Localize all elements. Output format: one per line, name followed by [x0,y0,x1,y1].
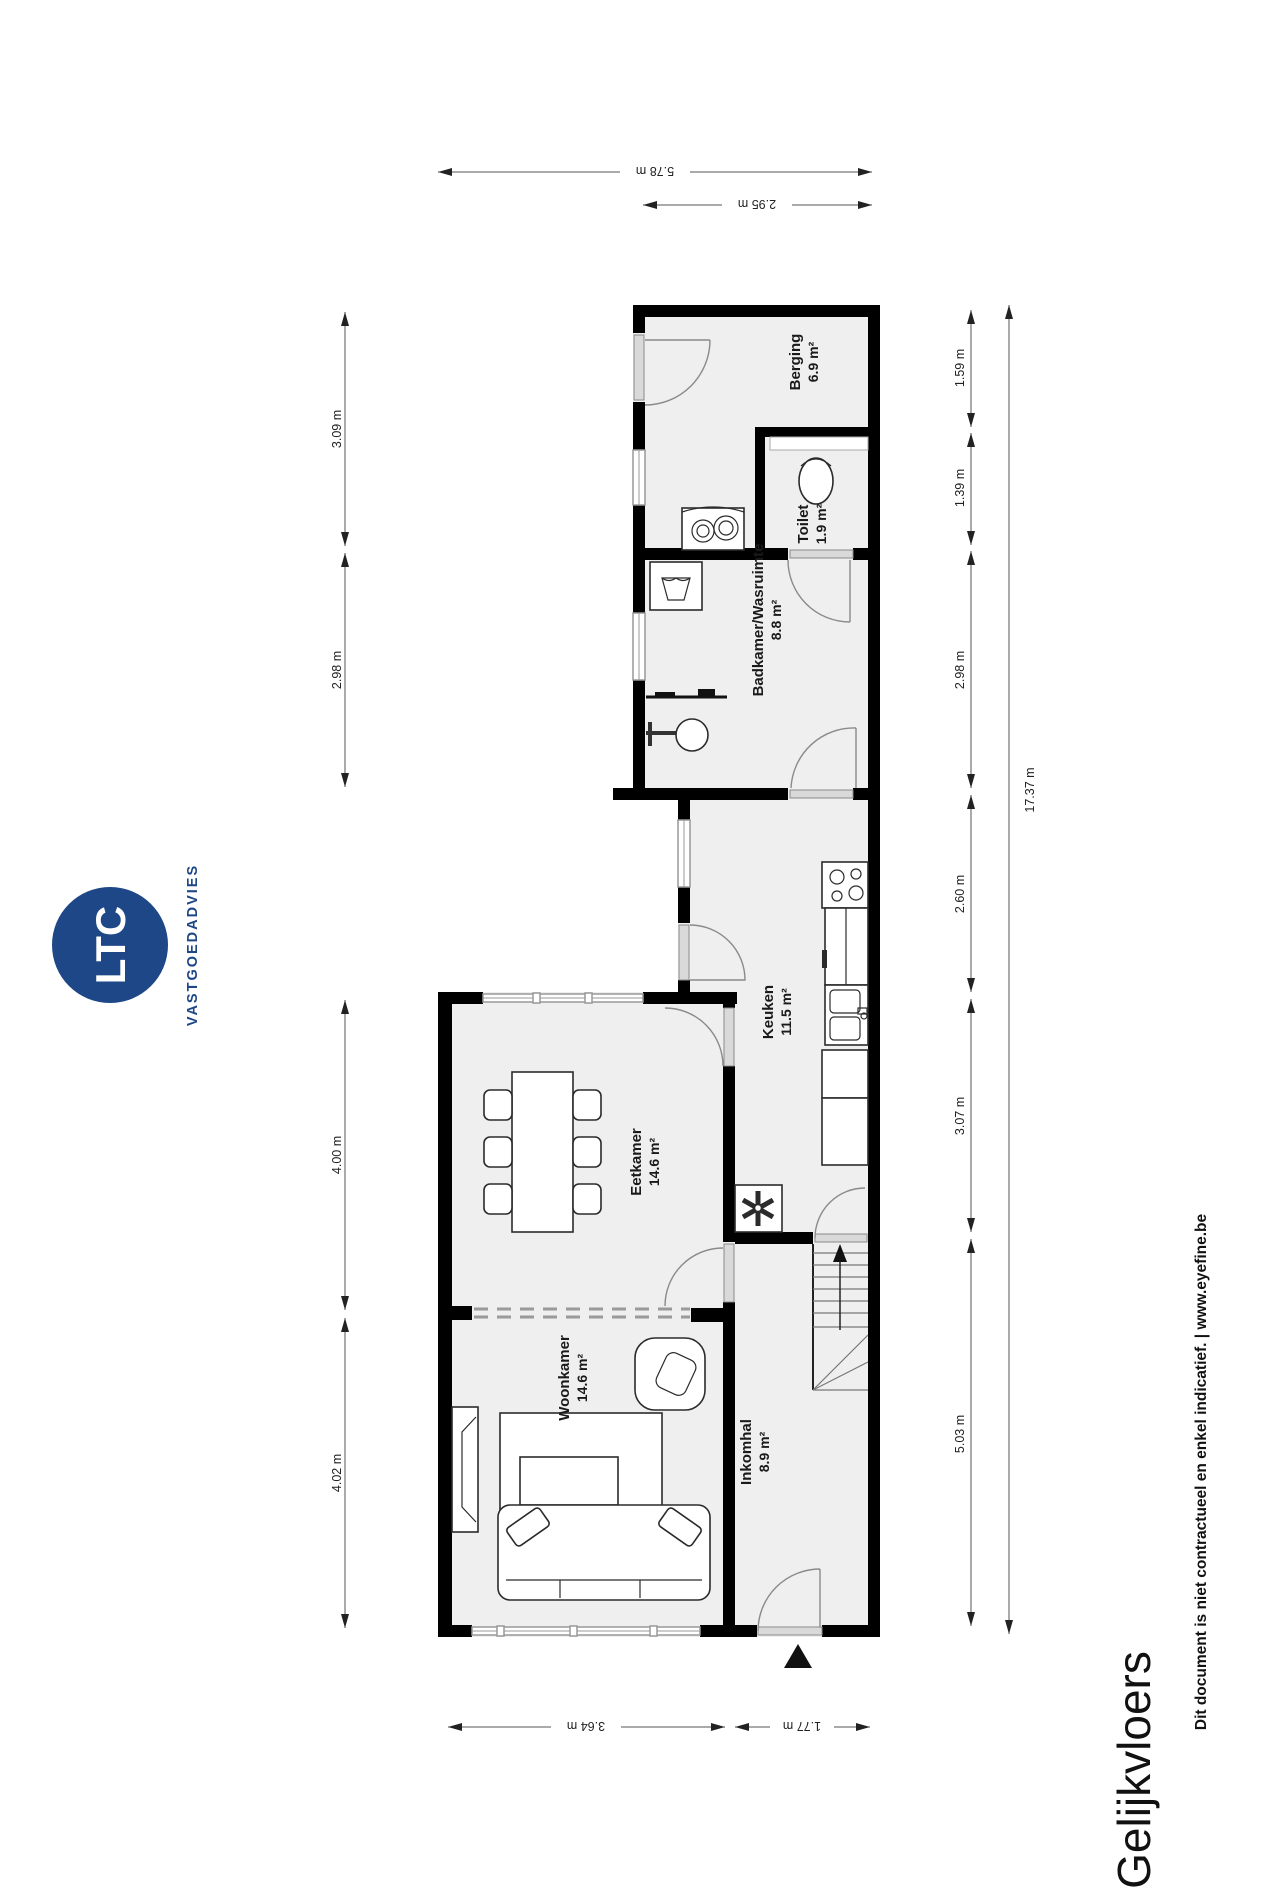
svg-text:Eetkamer: Eetkamer [628,1128,645,1196]
svg-text:2.60 m: 2.60 m [953,874,967,914]
window-eetkamer-top [483,993,643,1003]
company-logo [52,864,201,1026]
svg-text:8.8 m²: 8.8 m² [768,599,784,641]
logo-abbr: LTC [87,905,134,985]
svg-text:8.9 m²: 8.9 m² [756,1431,772,1473]
dim-bottom-2 [735,1715,870,1737]
svg-text:1.77 m: 1.77 m [782,1719,822,1733]
dim-top-2 [643,193,872,215]
svg-text:5.78 m: 5.78 m [635,164,675,178]
toilet-niche [770,437,868,450]
logo-name: VASTGOEDADVIES [185,863,201,1027]
svg-text:2.98 m: 2.98 m [330,650,344,690]
toilet-icon [799,458,833,504]
entrance-arrow-icon [784,1644,812,1668]
svg-text:1.59 m: 1.59 m [953,348,967,388]
kitchen-cabinets [822,1050,868,1165]
svg-text:3.64 m: 3.64 m [566,1719,606,1733]
svg-text:Inkomhal: Inkomhal [738,1419,755,1485]
svg-text:3.09 m: 3.09 m [330,409,344,449]
svg-text:14.6 m²: 14.6 m² [646,1137,662,1187]
svg-text:2.95 m: 2.95 m [737,197,777,211]
svg-text:2.98 m: 2.98 m [953,650,967,690]
dim-right-6 [953,1239,975,1626]
svg-text:Badkamer/Wasruimte: Badkamer/Wasruimte [750,543,767,697]
svg-text:5.03 m: 5.03 m [953,1414,967,1454]
svg-text:11.5 m²: 11.5 m² [778,988,794,1036]
dim-top-1 [438,160,872,182]
armchair-icon [635,1338,705,1410]
svg-text:1.39 m: 1.39 m [953,468,967,508]
fan-unit-icon [735,1185,782,1232]
svg-text:17.37 m: 17.37 m [1023,767,1037,813]
stove-icon [822,862,868,908]
dim-total-height [1005,305,1037,1634]
svg-text:4.02 m: 4.02 m [330,1453,344,1493]
svg-text:14.6 m²: 14.6 m² [574,1353,590,1403]
coffee-table-icon [500,1413,662,1520]
svg-text:Woonkamer: Woonkamer [556,1335,573,1421]
dim-left-1 [330,312,349,546]
kitchen-sink-icon [825,985,868,1045]
svg-text:1.9 m²: 1.9 m² [813,503,829,545]
washing-machine-icon [650,562,702,610]
svg-text:3.07 m: 3.07 m [953,1096,967,1136]
dim-left-2 [330,553,349,787]
dim-right-1 [953,310,975,427]
svg-text:6.9 m²: 6.9 m² [805,341,821,383]
dining-table-icon [484,1072,601,1232]
tv-cabinet-icon [452,1407,478,1532]
svg-text:Toilet: Toilet [795,504,812,544]
kitchen-counter [822,908,868,985]
svg-text:4.00 m: 4.00 m [330,1135,344,1175]
dim-left-4 [330,1318,349,1628]
dim-bottom-1 [448,1715,725,1737]
dim-left-3 [330,1000,349,1310]
window-woonkamer-bottom [472,1626,700,1636]
sofa-icon [498,1505,710,1600]
svg-text:Keuken: Keuken [760,984,777,1040]
dim-right-3 [953,551,975,788]
plan-title: Gelijkvloers [1108,1651,1160,1889]
svg-text:Berging: Berging [787,333,804,391]
boiler-icon [682,507,744,550]
dim-right-2 [953,433,975,545]
window-berging-left [633,450,645,505]
disclaimer-text: Dit document is niet contractueel en enkel indicatief. | www.eyefine.be [1193,1213,1210,1731]
dim-right-4 [953,795,975,992]
dim-right-5 [953,999,975,1232]
window-badkamer-left [633,613,645,680]
window-keuken-left [678,820,690,887]
